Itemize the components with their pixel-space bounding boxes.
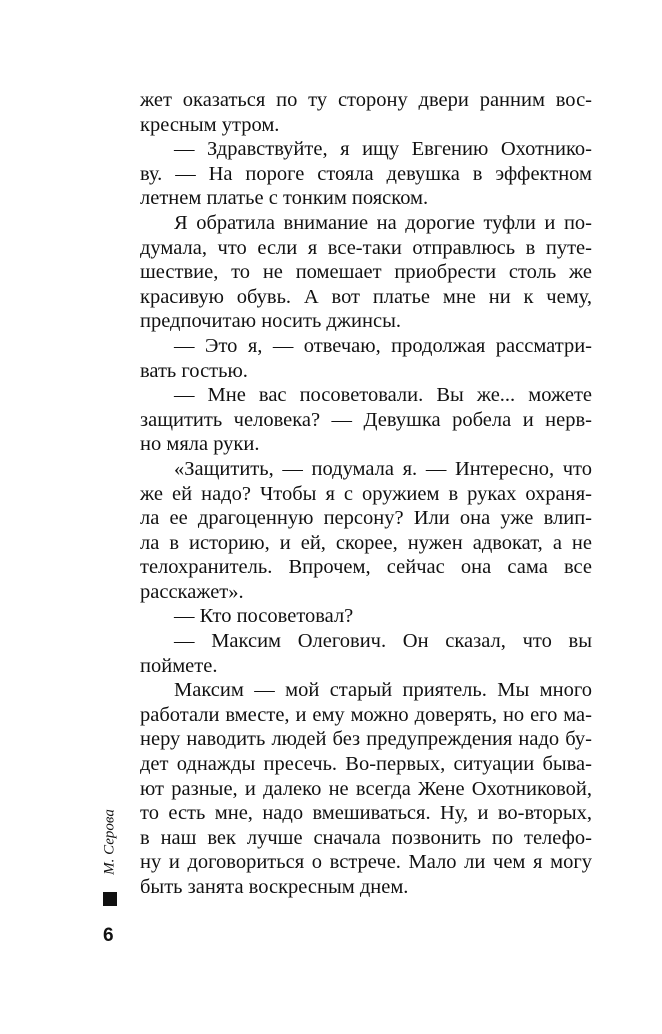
text-line: летнем платье с тонким пояском. <box>140 187 429 210</box>
text-line: ву. — На пороге стояла девушка в эффектном <box>140 162 592 185</box>
text-line: ла ее драгоценную персону? Или она уже влип- <box>140 507 592 530</box>
text-line: думала, что если я все-таки отправлюсь в путе- <box>140 236 592 259</box>
text-line: дет однажды пресечь. Во-первых, ситуации быва- <box>140 753 592 776</box>
text-line: — Это я, — отвечаю, продолжая рассматри- <box>174 334 592 357</box>
text-line: работали вместе, и ему можно доверять, но его ма- <box>140 703 592 726</box>
text-line: же ей надо? Чтобы я с оружием в руках охраня- <box>140 482 592 505</box>
text-line: — Максим Олегович. Он сказал, что вы <box>174 630 592 653</box>
text-line: ну и договориться о встрече. Мало ли чем я могу <box>140 851 592 874</box>
text-line: жет оказаться по ту сторону двери ранним вос- <box>140 89 592 111</box>
text-line: то есть мне, надо вмешиваться. Ну, и во-вторых, <box>140 802 592 825</box>
text-line: неру наводить людей без предупреждения надо бу- <box>140 728 592 751</box>
text-line: вать гостью. <box>140 359 248 382</box>
text-line: в наш век лучше сначала позвонить по телефо- <box>140 826 592 849</box>
text-line: ла в историю, и ей, скорее, нужен адвокат, а не <box>140 531 592 554</box>
text-line: быть занята воскресным днем. <box>140 876 409 898</box>
text-line: красивую обувь. А вот платье мне ни к чему, <box>140 285 592 308</box>
body-text <box>140 88 592 900</box>
text-line: поймете. <box>140 654 218 677</box>
text-line: кресным утром. <box>140 113 280 136</box>
text-line: шествие, то не помешает приобрести столь же <box>140 261 592 284</box>
text-line: расскажет». <box>140 580 244 603</box>
text-line: — Кто посоветовал? <box>174 605 354 628</box>
text-line: ют разные, и далеко не всегда Жене Охотниковой, <box>140 777 592 800</box>
text-line: телохранитель. Впрочем, сейчас она сама все <box>140 556 592 579</box>
page-number: 6 <box>103 925 114 946</box>
text-line: защитить человека? — Девушка робела и нерв- <box>140 408 592 431</box>
text-line: — Здравствуйте, я ищу Евгению Охотнико- <box>174 138 592 161</box>
text-line: Максим — мой старый приятель. Мы много <box>174 679 592 702</box>
square-marker <box>103 892 117 906</box>
text-line: предпочитаю носить джинсы. <box>140 310 401 333</box>
text-line: — Мне вас посоветовали. Вы же... можете <box>174 384 592 407</box>
text-line: но мяла руки. <box>140 433 260 456</box>
text-line: «Защитить, — подумала я. — Интересно, что <box>174 457 592 480</box>
running-author: М. Серова <box>101 809 118 875</box>
text-line: Я обратила внимание на дорогие туфли и по- <box>174 211 592 234</box>
